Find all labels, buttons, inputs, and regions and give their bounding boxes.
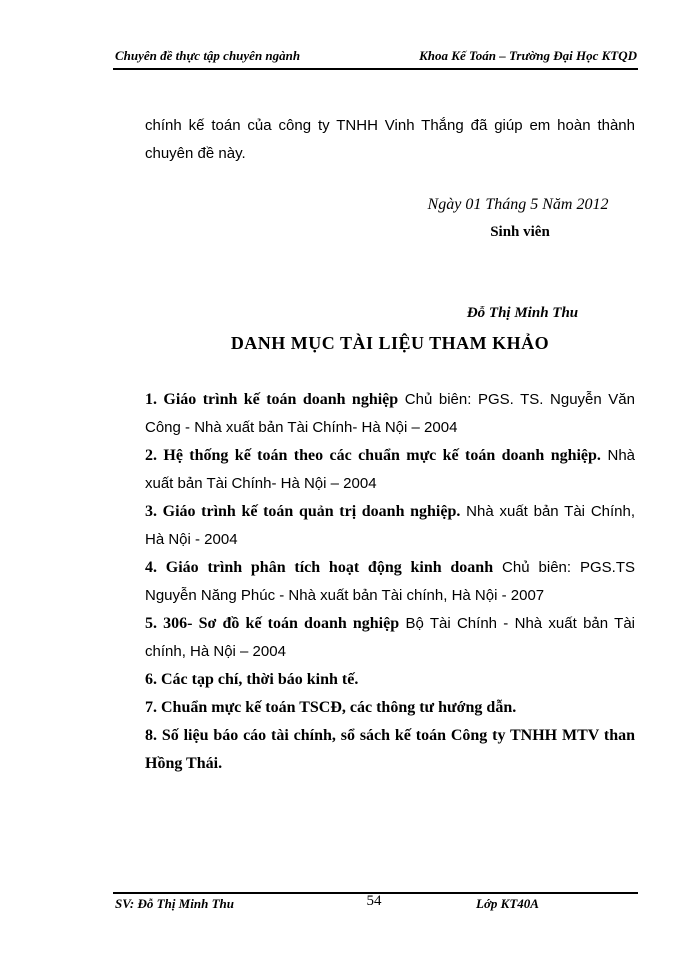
reference-item: 8. Số liệu báo cáo tài chính, sổ sách kế toán Công ty TNHH MTV than Hồng Thái.	[145, 727, 635, 772]
reference-item: 1. Giáo trình kế toán doanh nghiệp Chủ biên: PGS. TS. Nguyễn Văn Công - Nhà xuất bản Tài Chính- Hà Nội – 2004	[145, 391, 635, 436]
header-right: Khoa Kế Toán – Trường Đại Học KTQD	[419, 48, 637, 63]
footer-page-number: 54	[366, 893, 382, 909]
body-paragraph: chính kế toán của công ty TNHH Vinh Thắng đã giúp em hoàn thành chuyên đề này.	[145, 117, 635, 162]
footer-student: SV: Đỗ Thị Minh Thu	[115, 896, 234, 911]
page-header	[115, 48, 637, 64]
reference-item: 3. Giáo trình kế toán quản trị doanh nghiệp. Nhà xuất bản Tài Chính, Hà Nội - 2004	[145, 503, 636, 548]
references-list	[145, 386, 635, 778]
reference-item: 4. Giáo trình phân tích hoạt động kinh doanh Chủ biên: PGS.TS Nguyễn Năng Phúc - Nhà xuất bản Tài chính, Hà Nội - 2007	[145, 559, 635, 604]
signoff-name: Đỗ Thị Minh Thu	[466, 305, 579, 321]
signoff-date: Ngày 01 Tháng 5 Năm 2012	[427, 196, 609, 213]
signoff-role: Sinh viên	[490, 224, 550, 240]
reference-item: 6. Các tạp chí, thời báo kinh tế.	[145, 671, 359, 688]
reference-item: 2. Hệ thống kế toán theo các chuẩn mực kế toán doanh nghiệp. Nhà xuất bản Tài Chính- Hà Nội – 2004	[145, 447, 635, 492]
header-left: Chuyên đề thực tập chuyên ngành	[115, 48, 301, 63]
references-title: DANH MỤC TÀI LIỆU THAM KHẢO	[230, 333, 550, 353]
footer-class: Lớp KT40A	[476, 896, 539, 911]
header-rule	[113, 68, 638, 70]
reference-item: 7. Chuẩn mực kế toán TSCĐ, các thông tư hướng dẫn.	[145, 699, 517, 716]
reference-item: 5. 306- Sơ đồ kế toán doanh nghiệp Bộ Tài Chính - Nhà xuất bản Tài chính, Hà Nội – 2004	[145, 615, 635, 660]
